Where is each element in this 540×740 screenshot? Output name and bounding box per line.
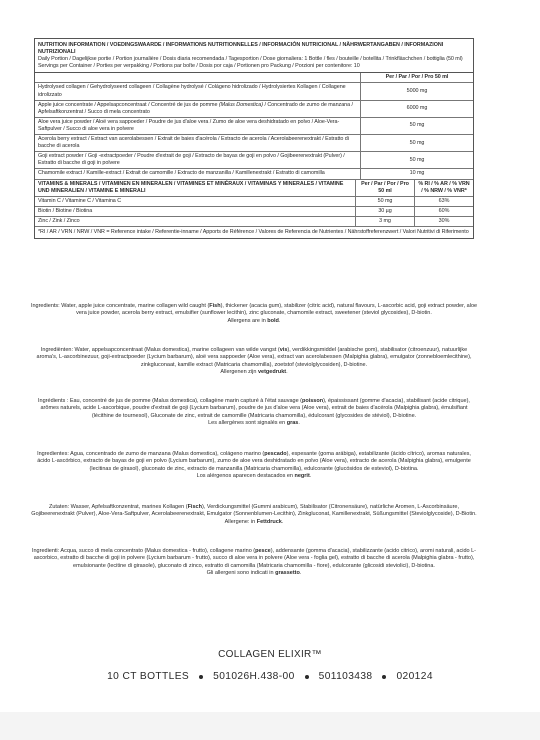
mineral-pct: 63% — [415, 196, 474, 206]
allergen-note-bold: Fettdruck — [256, 518, 282, 525]
mineral-amount: 50 mg — [356, 196, 415, 206]
ingredients-es: Ingredientes: Agua, concentrado de zumo de manzana (Malus domestica), colágeno marino (pescado), espesante (goma arábiga), estabilizante (ácido cítrico), aromas naturales, ácido L-ascórbico, extracto de bayas de goji en polvo (Lycium barbarum), zumo de aloe vera deshidratado en polvo (Aloe vera), extracto de acerola (Malpighia glabra), emulgente (lecitinas de girasol), gluconato de zinc, extracto de manzanilla (Matricaria chamomilla), edulcorante (glucósidos de esteviol), D-biotina. Los alérgenos aparecen destacados en negrit. — [37, 451, 471, 480]
allergen-note-bold: grassetto — [275, 570, 300, 577]
table-row — [35, 206, 473, 216]
allergen-word: poisson — [302, 398, 324, 404]
mineral-pct: 30% — [415, 216, 474, 226]
ingredient-amount: 10 mg — [361, 169, 474, 179]
allergen-word: pesce — [255, 548, 271, 554]
ingredients-text: ), Verdickungsmittel (Gummi arabicum), Stabilisator (Citronensäure), natürliche Aromen, L-Ascorbinsäure, Gojibeerenextrakt (Pulver), Aloe-Vera-Saftpulver, Acerolabeerenextrakt, Emulgator (Sonnenblumen-Lecithin), Zinkgluconat, Kamillenextrakt, Süßungsmittel (Steviolglycoside), D-Biotin. — [31, 504, 477, 518]
ingredient-amount: 5000 mg — [361, 83, 474, 100]
ingredients-fr: Ingrédients : Eau, concentré de jus de pomme (Malus domestica), collagène marin capturé à l'état sauvage (poisson), épaississant (gomme d'acacia), stabilisant (acide citrique), arômes naturels, acide L-ascorbique, poudre d'extrait de goji (Lycium barbarum), poudre de jus d'aloe vera (Aloe vera), extrait de baies d'acérola (Malpighia glabra), émulsifiant (lécithine de tournesol), Gluconate de zinc, extrait de camomille (Matricaria chamomilla), édulcorant (glycosides de stéviol), D-biotine. Les allergènes sont signalés en gras. — [38, 398, 470, 427]
table-row — [35, 196, 473, 206]
ingredients-text: ), addensante (gomma d'acacia), stabilizzante (acido citrico), aromi naturali, acido L-ascorbico, estratto di bacche di goji in polvere (Lycium barbarum - frutto), succo di aloe vera in polvere (Aloe vera - foglia gel), estratto di bacche di acerola (Malpighia glabra - frutto), emulsionante (lecitine di girasole), gluconato di zinco, estratto di camomilla (Matricaria chamomilla - fiore), edulcorante (glicosidi steviolici), D-biotina. — [33, 548, 477, 569]
allergen-note: Les allergènes sont signalés en — [208, 420, 287, 427]
ingredients-en: Ingredients: Water, apple juice concentrate, marine collagen wild caught (Fish), thickener (acacia gum), stabilizer (citric acid), natural flavours, L-ascorbic acid, goji extract powder, aloe vera juice powder, acerola berry extract, emulsifier (sunflower lecithin), zinc gluconate, chamomile extract, sweetener (steviol glycosides), D-biotin. Allergens are in bold. — [30, 303, 478, 324]
allergen-note: Gli allergeni sono indicati in — [206, 570, 276, 577]
mineral-name: Biotin / Biotine / Biotina — [35, 206, 356, 216]
table-row — [35, 169, 473, 179]
mineral-name: Zinc / Zink / Zinco — [35, 216, 356, 226]
table-row — [35, 152, 473, 169]
sku-code: 501103438 — [318, 671, 373, 682]
date-code: 020124 — [396, 671, 433, 682]
bottom-band — [0, 712, 540, 740]
bullet-dot-icon — [382, 675, 386, 679]
ingredients-text: Ingrediënten: Water, appelsapconcentraat (Malus domestica), marine collageen van wilde vangst ( — [40, 347, 280, 353]
allergen-note-bold: bold — [267, 317, 279, 324]
ingredient-name: Hydrolysed collagen / Gehydrolyseerd collageen / Collagène hydrolysé / Colágeno hidrolizado / Hydrolysiertes Kollagen / Collagene idrolizzato — [35, 83, 361, 100]
ingredients-text: ), verdikkingsmiddel (arabische gom), stabilisator (citroenzuur), natuurlijke aroma's, L-ascorbinezuur, goji-extractpoeder (Lycium barbarum), aloë vera sappoeder (Aloe vera), extract van acerolabessen (Malpighia glabra), emulgator (zonnebloemlecithine), zinkgluconaat, kamille extract (Matricaria chamomilla), zoetstof (steviolglycosiden), D-biotine. — [36, 347, 472, 368]
allergen-note-bold: negrit — [294, 473, 310, 480]
ingredient-name: Chamomile extract / Kamille-extract / Extrait de camomille / Extracto de manzanilla / Kamillenextrakt / Estratto di camomilla — [35, 169, 361, 179]
nutrition-title: NUTRITION INFORMATION / VOEDINGSWAARDE / INFORMATIONS NUTRITIONNELLES / INFORMACIÓN NUTRICIONAL / NÄHRWERTANGABEN / INFORMAZIONI NUTRIZIONALI — [38, 42, 444, 56]
allergen-note: Allergenen zijn — [220, 369, 258, 376]
minerals-table — [35, 179, 473, 226]
allergen-word: Fish — [209, 303, 221, 309]
allergen-note: Allergens are in — [227, 317, 268, 324]
ingredients-text: Ingredientes: Agua, concentrado de zumo de manzana (Malus domestica), colágeno marino ( — [37, 451, 265, 457]
table-row — [35, 135, 473, 152]
ingredient-amount: 50 mg — [361, 135, 474, 152]
nutrition-panel — [34, 38, 474, 239]
allergen-word: Fisch — [187, 504, 202, 510]
ingredients-text: Ingredients: Water, apple juice concentrate, marine collagen wild caught ( — [30, 303, 210, 309]
bullet-dot-icon — [305, 675, 309, 679]
reference-intake-footnote: *RI / AR / VRN / NRW / VNR = Reference intake / Referentie-inname / Apports de Référence / Valores de Referencia de Nutrientes / Nährstoffreferenzwert / Valori Nutritivi di Riferimento — [35, 226, 473, 238]
servings-line: Servings per Container / Porties per verpakking / Portions par boîte / Dosis por caja / Portionen pro Packung / Porzioni per contenitore: 10 — [38, 63, 360, 70]
ingredients-nl: Ingrediënten: Water, appelsapconcentraat (Malus domestica), marine collageen van wilde vangst (vis), verdikkingsmiddel (arabische gom), stabilisator (citroenzuur), natuurlijke aroma's, L-ascorbinezuur, goji-extractpoeder (Lycium barbarum), aloë vera sappoeder (Aloe vera), extract van acerolabessen (Malpighia glabra), emulgator (zonnebloemlecithine), zinkgluconaat, kamille extract (Matricaria chamomilla), zoetstof (steviolglycosiden), D-biotine. Allergenen zijn vetgedrukt. — [36, 347, 472, 376]
ingredient-amount: 50 mg — [361, 117, 474, 134]
product-codes — [0, 671, 540, 682]
bullet-dot-icon — [199, 675, 203, 679]
ingredients-it: Ingredienti: Acqua, succo di mela concentrato (Malus domestica - frutto), collagene marino (pesce), addensante (gomma d'acacia), stabilizzante (acido citrico), aromi naturali, acido L-ascorbico, estratto di bacche di goji in polvere (Lycium barbarum - frutto), succo di aloe vera in polvere (Aloe vera - foglia gel), estratto di bacche di acerola (Malpighia glabra - frutto), emulsionante (lecitine di girasole), gluconato di zinco, estratto di camomilla (Matricaria chamomilla - fiore), edulcorante (glicosidi steviolici), D-biotina. Gli allergeni sono indicati in grassetto. — [31, 548, 477, 577]
allergen-note: Los alérgenos aparecen destacados en — [196, 473, 295, 480]
minerals-col-pct-header: % RI / % AR / % VRN / % NRW / % VNR* — [415, 179, 474, 196]
nutrition-header — [35, 39, 473, 73]
ingredient-name: Aloe vera juice powder / Aloë vera sappoeder / Poudre de jus d'aloe vera / Zumo de aloe vera deshidratado en polvo / Aloe-Vera-Saftpulver / Succo di aloe vera in polvere — [35, 117, 361, 134]
ingredients-text: ), espesante (goma arábiga), estabilizante (ácido cítrico), aromas naturales, ácido L-ascórbico, extracto de bayas de goji en polvo (Lycium barbarum), zumo de aloe vera deshidratado en polvo (Aloe vera), extracto de acerola (Malpighia glabra), emulgente (lecitinas de girasol), gluconato de zinc, extracto de manzanilla (Matricaria chamomilla), edulcorante (glucósidos de esteviol), D-biotina. — [37, 451, 471, 472]
ingredient-name: Acerola berry extract / Extract van acerolabessen / Extrait de baies d'acérola / Extracto de acerola / Acerolabeerenextrakt / Estratto di bacche di acerola — [35, 135, 361, 152]
mineral-amount: 30 µg — [356, 206, 415, 216]
allergen-word: vis — [279, 347, 288, 353]
ingredient-amount: 6000 mg — [361, 100, 474, 117]
ingredient-name: Goji extract powder / Goji -extractpoeder / Poudre d'extrait de goji / Extracto de bayas de goji en polvo / Gojibeerenextrakt (Pulver) / Estratto di bacche di goji in polvere — [35, 152, 361, 169]
allergen-word: pescado — [264, 451, 287, 457]
mineral-amount: 3 mg — [356, 216, 415, 226]
minerals-col-amount-header: Per / Par / Por / Pro 50 ml — [356, 179, 415, 196]
ingredients-text: ), thickener (acacia gum), stabilizer (citric acid), natural flavours, L-ascorbic acid, goji extract powder, aloe vera juice powder, acerola berry extract, emulsifier (sunflower lecithin), zinc gluconate, chamomile extract, sweetener (steviol glycosides), D-biotin. — [76, 303, 478, 317]
minerals-header: VITAMINS & MINERALS / VITAMINEN EN MINERALEN / VITAMINES ET MINÉRAUX / VITAMINAS Y MINERALES / VITAMINE UND MINERALIEN / VITAMINE E MINERALI — [35, 179, 356, 196]
product-name: COLLAGEN ELIXIR™ — [218, 649, 322, 660]
mineral-pct: 60% — [415, 206, 474, 216]
nutrition-table — [35, 73, 473, 178]
table-row — [35, 216, 473, 226]
portion-line: Daily Portion / Dagelijkse portie / Portion journalière / Dosis diaria recomendada / Tagesportion / Dose giornaliera: 1 Bottle / fles / bouteille / botellita / Trinkfläschchen / bottiglia (50 ml) — [38, 56, 463, 63]
ingredients-text: ), épaississant (gomme d'acacia), stabilisant (acide citrique), arômes naturels, acide L-ascorbique, poudre d'extrait de goji (Lycium barbarum), poudre de jus d'aloe vera (Aloe vera), extrait de baies d'acérola (Malpighia glabra), émulsifiant (lécithine de tournesol), Gluconate de zinc, extrait de camomille (Matricaria chamomilla), édulcorant (glycosides de stéviol), D-biotine. — [40, 398, 470, 419]
allergen-note-bold: vetgedrukt — [257, 369, 287, 376]
item-code: 501026H.438-00 — [213, 671, 295, 682]
mineral-name: Vitamin C / Vitamine C / Vitamina C — [35, 196, 356, 206]
per-50ml-header: Per / Par / Por / Pro 50 ml — [361, 73, 474, 83]
ingredients-text: Zutaten: Wasser, Apfelsaftkonzentrat, marines Kollagen ( — [48, 504, 188, 510]
nutrition-col-header-row — [35, 73, 473, 83]
allergen-note-bold: gras — [286, 420, 299, 427]
table-row — [35, 100, 473, 117]
allergen-note: Allergene: in — [224, 518, 257, 525]
ingredients-text: Ingrédients : Eau, concentré de jus de pomme (Malus domestica), collagène marin capturé à l'état sauvage ( — [38, 398, 302, 404]
minerals-header-row — [35, 179, 473, 196]
bottle-count: 10 CT BOTTLES — [107, 671, 190, 682]
table-row — [35, 117, 473, 134]
ingredients-de: Zutaten: Wasser, Apfelsaftkonzentrat, marines Kollagen (Fisch), Verdickungsmittel (Gummi arabicum), Stabilisator (Citronensäure), natürliche Aromen, L-Ascorbinsäure, Gojibeerenextrakt (Pulver), Aloe-Vera-Saftpulver, Acerolabeerenextrakt, Emulgator (Sonnenblumen-Lecithin), Zinkgluconat, Kamillenextrakt, Süßungsmittel (Steviolglycoside), D-Biotin. Allergene: in Fettdruck. — [31, 504, 477, 525]
table-row — [35, 83, 473, 100]
ingredient-amount: 50 mg — [361, 152, 474, 169]
ingredient-name: Apple juice concentrate / Appelsapconcentraat / Concentré de jus de pomme (Malus Domestica) / Concentrado de zumo de manzana / Apfelsaftkonzentrat / Succo di mela concentrato — [35, 100, 361, 117]
ingredients-text: Ingredienti: Acqua, succo di mela concentrato (Malus domestica - frutto), collagene marino ( — [31, 548, 256, 554]
